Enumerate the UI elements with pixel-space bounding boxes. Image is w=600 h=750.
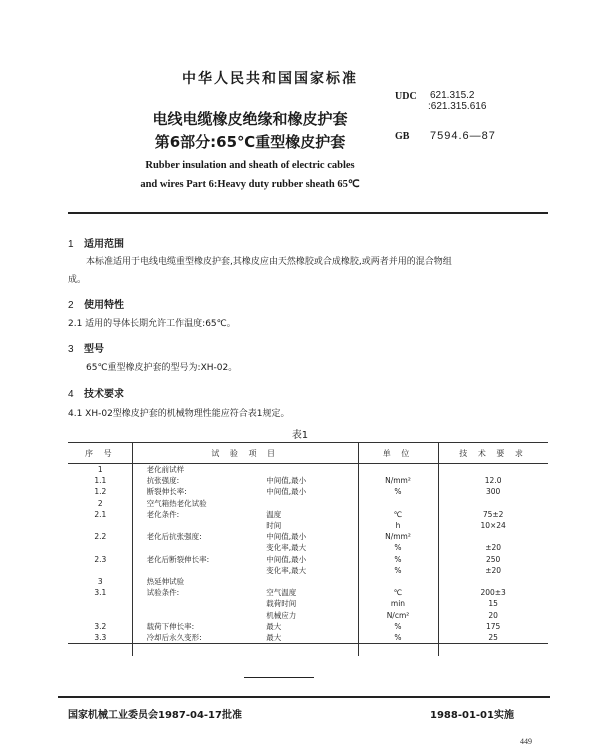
section-title: 适用范围 [84,239,124,250]
cell-requirement [438,464,548,476]
cell-seq: 3.1 [94,588,107,598]
table-row [68,621,548,632]
udc-label: UDC [395,91,417,102]
table-column-rule [358,442,359,656]
cell-seq [68,565,133,576]
udc-code-1: 621.315.2 [430,90,475,101]
table-row [68,464,548,476]
cell-unit [358,576,439,587]
table-row [68,520,548,531]
cell-unit: ℃ [393,588,403,598]
cell-item [133,565,267,576]
title-en-line1: Rubber insulation and sheath of electric cables [145,160,355,171]
cell-requirement: 75±2 [482,509,504,519]
cell-seq [68,520,133,531]
cell-item [133,598,267,609]
cell-condition: 中间值,最小 [266,476,307,486]
clause-3-text: 65℃重型橡皮护套的型号为:XH-02。 [86,363,238,373]
cell-seq: 3 [97,576,103,586]
cell-seq: 2.1 [94,509,107,519]
cell-item: 老化后断裂伸长率: [146,554,210,564]
table-row [68,565,548,576]
cell-unit: % [358,632,439,644]
cell-item [133,609,267,620]
cell-condition: 温度 [266,509,282,519]
page-number: 449 [520,737,532,746]
cell-condition: 变化率,最大 [266,565,307,575]
table-row [68,486,548,497]
cell-unit: N/mm² [385,532,411,542]
cell-item: 载荷下伸长率: [146,621,195,631]
section-heading-2 [68,296,124,311]
gb-label: GB [395,131,410,142]
table-row [68,576,548,587]
end-rule [244,677,314,678]
cell-item: 老化后抗张强度: [146,532,202,542]
cell-item: 老化前试样 [146,465,185,475]
title-cn-line1: 电线电缆橡皮绝缘和橡皮护套 [152,110,348,128]
clause-4-1: 4.1 XH-02型橡皮护套的机械物理性能应符合表1规定。 [68,409,290,419]
header-divider [68,212,548,214]
cell-condition [266,464,357,476]
table-header-row [68,443,548,464]
cell-unit: min [390,599,406,609]
cell-requirement: 25 [438,632,548,644]
footer-divider [58,696,550,698]
gb-number: 7594.6—87 [430,130,496,142]
cell-condition: 变化率,最大 [266,543,307,553]
cell-requirement: 20 [488,610,498,620]
cell-condition [266,498,357,509]
section-title: 型号 [84,344,104,355]
cell-item [133,542,267,553]
cell-requirement: 12.0 [484,476,502,486]
header-requirement: 技 术 要 求 [438,443,548,464]
cell-unit: h [395,521,401,531]
cell-item: 热延伸试验 [146,576,185,586]
table-row [68,498,548,509]
cell-seq: 3.3 [68,632,133,644]
cell-requirement: 10×24 [480,521,506,531]
cell-item: 空气箱热老化试验 [146,498,207,508]
section-heading-4 [68,385,124,400]
cell-seq: 1 [97,465,103,475]
cell-seq: 2 [97,498,103,508]
scope-paragraph-line1: 本标准适用于电线电缆重型橡皮护套,其橡皮应由天然橡胶或合成橡胶,或两者并用的混合物组 [86,257,452,267]
cell-condition: 最大 [266,632,357,644]
section-number: 4 [68,389,74,400]
cell-condition: 中间值,最小 [266,487,307,497]
title-cn-line2: 第6部分:65℃重型橡皮护套 [154,133,346,151]
implementation-date: 1988-01-01实施 [430,710,514,721]
cell-condition: 机械应力 [266,610,297,620]
header-unit: 单 位 [358,443,439,464]
cell-item: 冷却后永久变形: [133,632,267,644]
cell-condition: 空气温度 [266,588,297,598]
header-seq: 序 号 [68,443,133,464]
cell-item: 断裂伸长率: [146,487,187,497]
cell-unit: N/mm² [385,476,411,486]
cell-unit [358,464,439,476]
cell-seq: 2.3 [94,554,107,564]
table-row [68,587,548,598]
table-row [68,554,548,565]
spec-table [68,442,548,644]
cell-seq: 1.1 [94,476,107,486]
cell-seq [68,598,133,609]
approval-text: 国家机械工业委员会1987-04-17批准 [68,710,242,721]
cell-unit: % [394,487,402,497]
clause-2-1: 2.1 适用的导体长期允许工作温度:65℃。 [68,319,236,329]
table-row [68,475,548,486]
cell-item [133,520,267,531]
cell-requirement: 200±3 [480,588,506,598]
cell-requirement: ±20 [485,543,502,553]
section-heading-3 [68,340,104,355]
table-row [68,531,548,542]
cell-unit [358,498,439,509]
section-number: 3 [68,344,74,355]
section-title: 使用特性 [84,300,124,311]
cell-unit: % [394,554,402,564]
cell-requirement [438,531,548,542]
cell-condition [266,576,357,587]
table-row [68,632,548,644]
section-number: 2 [68,300,74,311]
cell-condition: 时间 [266,521,282,531]
cell-condition: 载荷时间 [266,599,297,609]
table-row [68,609,548,620]
cell-requirement [438,498,548,509]
cell-requirement: 175 [485,621,501,631]
cell-requirement [438,576,548,587]
cell-requirement: 300 [485,487,501,497]
cell-unit: % [394,543,402,553]
cell-item: 试验条件: [146,588,180,598]
cell-unit: % [394,621,402,631]
header-item: 试 验 项 目 [133,443,358,464]
cell-requirement: 15 [488,599,498,609]
section-number: 1 [68,239,74,250]
cell-seq: 1.2 [94,487,107,497]
section-heading-1 [68,235,124,250]
cell-requirement: 250 [485,554,501,564]
table-row [68,509,548,520]
cell-unit: % [394,565,402,575]
cell-seq [68,609,133,620]
scope-paragraph-line2: 成。 [68,275,87,285]
cell-unit: ℃ [393,509,403,519]
table-row [68,598,548,609]
cell-condition: 最大 [266,621,282,631]
table-column-rule [438,442,439,656]
table-title: 表1 [291,430,309,441]
standard-name: 中华人民共和国国家标准 [182,71,358,87]
cell-condition: 中间值,最小 [266,554,307,564]
cell-seq: 2.2 [94,532,107,542]
cell-item: 抗张强度: [146,476,180,486]
table-column-rule [132,442,133,656]
cell-requirement: ±20 [485,565,502,575]
cell-condition: 中间值,最小 [266,532,307,542]
title-en-line2: and wires Part 6:Heavy duty rubber sheath 65℃ [140,179,360,190]
section-title: 技术要求 [84,389,124,400]
udc-code-2: :621.315.616 [428,101,487,112]
cell-seq [68,542,133,553]
table-row [68,542,548,553]
cell-seq: 3.2 [94,621,107,631]
table-body [68,464,548,644]
cell-item: 老化条件: [146,509,180,519]
cell-unit: N/cm² [386,610,410,620]
